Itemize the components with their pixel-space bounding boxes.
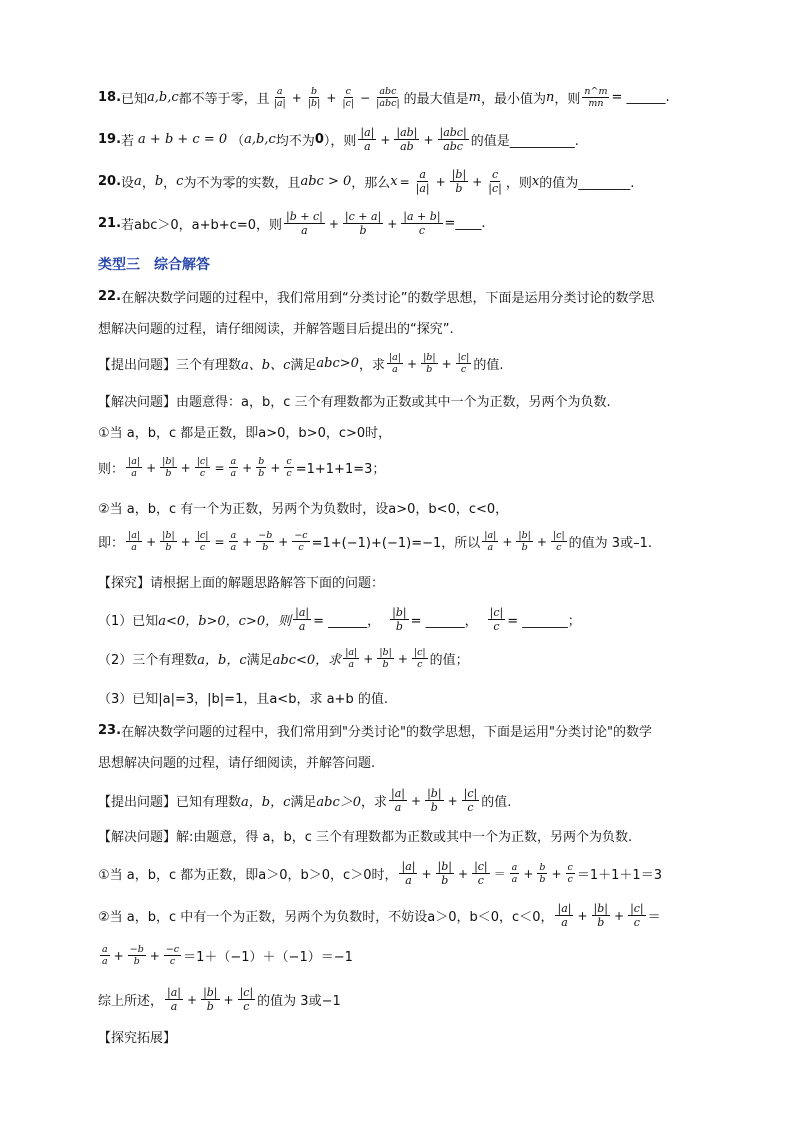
q22-explore <box>98 572 384 591</box>
answer-blank: 的值是__________. <box>470 134 579 149</box>
fraction: $\frac{b}{|b|}$ <box>307 86 321 109</box>
question-22-line-1 <box>98 287 655 306</box>
question-text: 的值； <box>429 653 469 668</box>
fraction: $\frac{|c|}{c}$ <box>474 860 488 887</box>
fraction: $\frac{|a|}{a}$ <box>128 456 141 479</box>
question-number: 22. <box>98 289 122 304</box>
fraction: $\frac{c}{|c|}$ <box>342 86 355 109</box>
q22-explore-3 <box>98 688 388 707</box>
q22-solve <box>98 391 611 410</box>
solution-text: ②当 a，b，c 有一个为正数，另两个为负数时，设 <box>98 502 389 517</box>
question-number: 21. <box>98 216 122 231</box>
fraction: $\frac{|b|}{b}$ <box>162 456 175 479</box>
fraction: $\frac{|a|}{a}$ <box>128 530 141 553</box>
q22-case-2 <box>98 498 508 517</box>
variable-c: c <box>176 174 184 189</box>
fraction: $\frac{|c|}{c}$ <box>239 986 254 1013</box>
condition: abc > 0 <box>300 174 352 189</box>
fraction: $\frac{|b|}{b}$ <box>451 168 467 195</box>
condition: a<0，b>0，c>0，则 <box>158 614 292 629</box>
question-number: 23. <box>98 723 122 738</box>
q22-case-1-eq: 则： $\frac{|a|}{a}$ + $\frac{|b|}{b}$ + $\frac{|c|}{c}$ = $\frac{a}{a}$ + $\frac{b}{b}$ + $\frac{c}{c}$ =1+1+1=3； <box>98 456 386 479</box>
fraction: $\frac{-b}{b}$ <box>258 530 273 553</box>
variable-m: m <box>468 90 481 105</box>
fraction: $\frac{|ab|}{ab}$ <box>396 126 418 153</box>
condition: abc>0 <box>316 356 359 371</box>
q22-explore-2: （2）三个有理数 a，b，c 满足 abc<0，求 $\frac{|a|}{a}$ + $\frac{|b|}{b}$ + $\frac{|c|}{c}$ 的值； <box>98 647 469 670</box>
question-text: ， <box>163 176 177 191</box>
fraction: $\frac{c}{|c|}$ <box>488 168 502 195</box>
fraction: $\frac{|b|}{b}$ <box>518 530 531 553</box>
question-text: ，则 <box>505 176 532 191</box>
variables: a,b,c <box>147 90 179 105</box>
fraction: $\frac{|a|}{a}$ <box>557 902 572 929</box>
q22-case-2-eq: 即： $\frac{|a|}{a}$ + $\frac{|b|}{b}$ + $\frac{|c|}{c}$ = $\frac{a}{a}$ + $\frac{-b}{b}$ + $\frac{-c}{c}$ =1+(−1)+(−1)=−1，所以 $\frac{|a|}{a}$ + $\frac{|b|}{b}$ + $\frac{|c|}{c}$ 的值为 3或–1. <box>98 530 652 553</box>
tag-label: 【提出问题】 <box>98 795 177 810</box>
fraction: $\frac{a}{|a|}$ <box>415 168 430 195</box>
question-text: （2）三个有理数 <box>98 653 198 668</box>
fraction: $\frac{|c|}{c}$ <box>630 902 644 929</box>
fraction: $\frac{|a|}{a}$ <box>484 530 497 553</box>
q23-case-1: ①当 a，b，c 都为正数，即 a＞0，b＞0，c＞0时， $\frac{|a|}{a}$ + $\frac{|b|}{b}$ + $\frac{|c|}{c}$ ＝ $\frac{a}{a}$ + $\frac{b}{b}$ + $\frac{c}{c}$ ＝1＋1＋1＝3 <box>98 860 662 887</box>
fraction: $\frac{-c}{c}$ <box>165 944 180 967</box>
solution-text: 即： <box>98 536 125 551</box>
variables: a，b，c <box>197 653 247 668</box>
fraction: $\frac{|c|}{c}$ <box>413 647 426 670</box>
fraction: $\frac{|a + b|}{c}$ <box>403 210 441 237</box>
fraction: $\frac{-c}{c}$ <box>294 530 308 553</box>
q23-extension-tag: 【探究拓展】 <box>98 1031 177 1046</box>
variables: a、b、c <box>241 358 291 373</box>
question-text: ，求 <box>358 358 385 373</box>
question-text: 若 <box>121 218 135 233</box>
condition: a>0，b>0，c>0时， <box>258 426 392 441</box>
question-20: 20. 设 a ， b ， c 为不为零的实数，且 abc > 0 ，那么 x = $\frac{a}{|a|}$ + $\frac{|b|}{b}$ + $\frac{c}{|c|}$ ，则 x 的值为________. <box>98 168 635 195</box>
question-text: 三个有理数 <box>176 358 242 373</box>
question-21: 21. 若 abc＞0，a+b+c=0，则 $\frac{|b + c|}{a}$ + $\frac{|c + a|}{b}$ + $\frac{|a + b|}{c}$ =____. <box>98 210 486 237</box>
fraction: $\frac{c}{c}$ <box>567 862 573 885</box>
fraction: $\frac{|c|}{c}$ <box>196 530 209 553</box>
question-text: 在解决数学问题的过程中，我们常用到“分类讨论”的数学思想，下面是运用分类讨论的数学思 <box>121 291 655 306</box>
tag-label: 【解决问题】 <box>98 395 177 410</box>
answer-blank: = _______； <box>507 614 581 629</box>
solution-text: ②当 a，b，c 中有一个为正数，另两个为负数时，不妨设 <box>98 910 428 925</box>
fraction: $\frac{|c|}{c}$ <box>489 606 504 633</box>
solution-text: 综上所述， <box>98 994 164 1009</box>
question-number: 19. <box>98 132 122 147</box>
fraction: $\frac{|b + c|}{a}$ <box>286 210 323 237</box>
tag-label: 【解决问题】 <box>98 830 177 845</box>
q23-ask: 【提出问题】 已知有理数 a，b，c 满足 abc＞0 ，求 $\frac{|a|}{a}$ + $\frac{|b|}{b}$ + $\frac{|c|}{c}$ 的值. <box>98 787 512 814</box>
question-text: 请根据上面的解题思路解答下面的问题： <box>150 576 385 591</box>
question-text: （3）已知|a|=3，|b|=1，且 <box>98 692 270 707</box>
solution-text: 由题意得：a，b，c 三个有理数都为正数或其中一个为正数，另两个为负数. <box>176 395 611 410</box>
question-text: （1）已知 <box>98 614 159 629</box>
question-text: 设 <box>121 176 135 191</box>
q23-summary: 综上所述， $\frac{|a|}{a}$ + $\frac{|b|}{b}$ + $\frac{|c|}{c}$ 的值为 3或−1 <box>98 986 341 1013</box>
fraction: $\frac{|b|}{b}$ <box>593 902 608 929</box>
condition: a＞0，b＞0，c＞0时， <box>258 868 398 883</box>
fraction: $\frac{\text{abc}}{\text{|abc|}}$ <box>376 86 400 109</box>
fraction: $\frac{|c|}{c}$ <box>457 352 470 375</box>
question-text: 满足 <box>246 653 273 668</box>
fraction: $\frac{a}{a}$ <box>230 456 237 479</box>
condition: abc＞0，a+b+c=0，则 <box>134 218 282 233</box>
question-text: 均不为 <box>275 134 315 149</box>
fraction: $\frac{a}{a}$ <box>511 862 518 885</box>
question-text: ，则 <box>554 92 581 107</box>
q22-explore-1 <box>98 606 581 633</box>
fraction: $\frac{|c|}{c}$ <box>196 456 209 479</box>
question-text: ，那么 <box>351 176 391 191</box>
fraction: $\frac{c}{c}$ <box>286 456 292 479</box>
fraction: $\frac{|a|}{a}$ <box>401 860 416 887</box>
answer-blank: = ______， <box>410 614 478 629</box>
fraction: $\frac{|a|}{a}$ <box>360 126 375 153</box>
fraction: $\frac{a}{a}$ <box>230 530 237 553</box>
question-number: 20. <box>98 174 122 189</box>
question-23-line-1 <box>98 721 652 740</box>
question-text: 满足 <box>290 795 317 810</box>
variable-x: x <box>390 174 398 189</box>
variable-x: x <box>531 174 540 189</box>
question-22-line-2: 想解决问题的过程，请仔细阅读，并解答题目后提出的“探究”. <box>98 322 454 337</box>
fraction: $\frac{b}{b}$ <box>539 862 546 885</box>
question-text: 已知有理数 <box>176 795 242 810</box>
variable-a: a <box>134 174 142 189</box>
question-text: 若 <box>121 134 135 149</box>
fraction: $\frac{|b|}{b}$ <box>162 530 175 553</box>
solution-text: ①当 a，b，c 都是正数，即 <box>98 426 259 441</box>
question-text: 满足 <box>290 358 317 373</box>
fraction: $\frac{|a|}{a}$ <box>295 606 310 633</box>
answer-blank: = ______. <box>611 90 670 105</box>
solution-text: ＝1＋1＋1＝3 <box>576 868 662 883</box>
tag-label: 【探究】 <box>98 576 151 591</box>
variables: a，b，c <box>241 795 291 810</box>
solution-text: 的值为 3或–1. <box>568 536 652 551</box>
fraction: $\frac{|a|}{a}$ <box>388 352 402 375</box>
question-text: （ <box>231 134 245 149</box>
fraction: $\frac{b}{b}$ <box>258 456 265 479</box>
fraction: $\frac{|a|}{a}$ <box>345 647 358 670</box>
condition: abc<0，求 <box>272 653 342 668</box>
condition: a + b + c = 0 <box>138 132 228 147</box>
question-text: 的值. <box>473 358 504 373</box>
fraction: $\frac{|b|}{b}$ <box>203 986 218 1013</box>
condition: a＞0，b＜0，c＜0， <box>427 910 554 925</box>
question-text: 的值. <box>481 795 512 810</box>
answer-blank: = ______， <box>313 614 381 629</box>
q22-case-1 <box>98 422 391 441</box>
condition: a>0，b<0，c<0， <box>388 502 509 517</box>
question-text: a<b，求 a+b 的值. <box>269 692 388 707</box>
solution-text: =1+(−1)+(−1)=−1，所以 <box>311 536 481 551</box>
question-23-line-2: 思想解决问题的过程，请仔细阅读，并解答问题. <box>98 756 376 771</box>
variable-b: b <box>154 174 164 189</box>
question-text: 的最大值是 <box>403 92 469 107</box>
variable-n: n <box>546 90 555 105</box>
question-text: ），则 <box>323 134 357 149</box>
question-text: 都不等于零，且 <box>178 92 270 107</box>
fraction: $\frac{|b|}{b}$ <box>437 860 452 887</box>
fraction: $\frac{\text{|abc|}}{\text{abc}}$ <box>439 126 467 153</box>
question-number: 18. <box>98 90 122 105</box>
question-text: ， <box>141 176 155 191</box>
solution-text: 的值为 3或−1 <box>257 994 341 1009</box>
question-text: 在解决数学问题的过程中，我们常用到"分类讨论"的数学思想，下面是运用"分类讨论"的数学 <box>121 725 652 740</box>
fraction: $\frac{-b}{b}$ <box>129 944 144 967</box>
question-19: 19. 若 a + b + c = 0 （ a,b,c 均不为 0 ），则 $\frac{|a|}{a}$ + $\frac{|ab|}{ab}$ + $\frac{\text{|abc|}}{\text{abc}}$ 的值是__________. <box>98 126 579 153</box>
solution-text: 解:由题意，得 a，b，c 三个有理数都为正数或其中一个为正数，另两个为负数. <box>176 830 633 845</box>
fraction: $\frac{|a|}{a}$ <box>391 787 406 814</box>
fraction: $\frac{|c|}{c}$ <box>463 787 478 814</box>
question-text: 为不为零的实数，且 <box>183 176 301 191</box>
fraction: $\frac{|b|}{b}$ <box>379 647 392 670</box>
answer-blank: =____. <box>444 216 486 231</box>
fraction: $\frac{a}{|a|}$ <box>273 86 286 109</box>
question-18: 18. 已知 a,b,c 都不等于零，且 $\frac{a}{|a|}$ + $\frac{b}{|b|}$ + $\frac{c}{|c|}$ − $\frac{\text{abc}}{\text{|abc|}}$ 的最大值是 m ，最小值为 n ，则 $\frac{n\^{}m}{mn}$ = ______. <box>98 86 670 109</box>
fraction: $\frac{|c + a|}{b}$ <box>344 210 382 237</box>
fraction: $\frac{|b|}{b}$ <box>392 606 407 633</box>
tag-label: 【提出问题】 <box>98 358 177 373</box>
condition: abc＞0 <box>316 795 362 810</box>
q22-ask: 【提出问题】 三个有理数 a、b、c 满足 abc>0 ，求 $\frac{|a|}{a}$ + $\frac{|b|}{b}$ + $\frac{|c|}{c}$ 的值. <box>98 352 504 375</box>
solution-text: 则： <box>98 462 125 477</box>
variables: a,b,c <box>244 132 276 147</box>
fraction: $\frac{|c|}{c}$ <box>552 530 565 553</box>
solution-text: ＝1＋（−1）＋（−1）＝−1 <box>183 950 353 965</box>
fraction: $\frac{|b|}{b}$ <box>427 787 442 814</box>
zero: 0 <box>314 132 324 147</box>
solution-text: ＝ <box>647 910 661 925</box>
question-text: ，求 <box>361 795 388 810</box>
fraction: $\frac{a}{a}$ <box>102 944 108 967</box>
question-text: 已知 <box>121 92 148 107</box>
q23-case-2-eq: $\frac{a}{a}$ + $\frac{-b}{b}$ + $\frac{-c}{c}$ ＝1＋（−1）＋（−1）＝−1 <box>102 944 353 967</box>
q23-solve <box>98 826 632 845</box>
question-text: ，最小值为 <box>480 92 546 107</box>
fraction: $\frac{n\^{}m}{mn}$ <box>584 86 608 109</box>
solution-text: =1+1+1=3； <box>295 462 386 477</box>
solution-text: ①当 a，b，c 都为正数，即 <box>98 868 259 883</box>
q23-case-2: ②当 a，b，c 中有一个为正数，另两个为负数时，不妨设 a＞0，b＜0，c＜0， $\frac{|a|}{a}$ + $\frac{|b|}{b}$ + $\frac{|c|}{c}$ ＝ <box>98 902 661 929</box>
fraction: $\frac{|a|}{a}$ <box>167 986 181 1013</box>
section-heading: 类型三 综合解答 <box>98 257 210 273</box>
answer-blank: 的值为________. <box>539 176 635 191</box>
fraction: $\frac{|b|}{b}$ <box>423 352 436 375</box>
